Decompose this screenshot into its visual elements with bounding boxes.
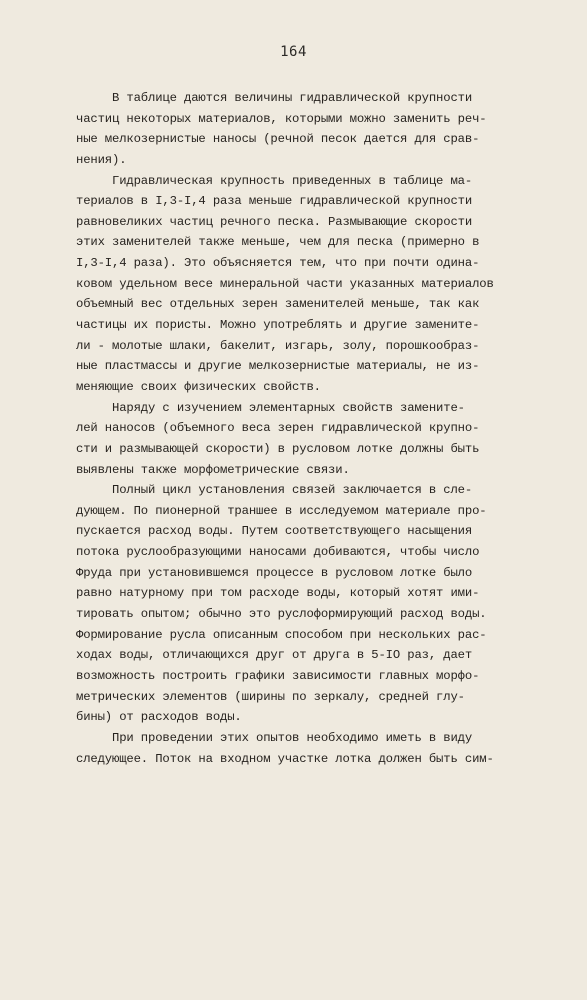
text-line: частицы их пористы. Можно употреблять и другие замените- [76, 318, 480, 333]
text-line: метрических элементов (ширины по зеркалу, средней глу- [76, 689, 465, 704]
text-line: ные пластмассы и другие мелкозернистые материалы, не из- [76, 359, 480, 374]
text-line: следующее. Поток на входном участке лотка должен быть сим- [76, 751, 494, 766]
text-line: равновеликих частиц речного песка. Размывающие скорости [76, 214, 473, 229]
text-line: объемный вес отдельных зерен заменителей меньше, так как [76, 297, 480, 312]
text-line: сти и размывающей скорости) в русловом лотке должны быть [76, 441, 480, 456]
text-line: ные мелкозернистые наносы (речной песок дается для срав- [76, 132, 480, 147]
text-line: Наряду с изучением элементарных свойств замените- [76, 400, 465, 415]
text-line: равно натурному при том расходе воды, который хотят ими- [76, 586, 480, 601]
text-line: дующем. По пионерной траншее в исследуемом материале про- [76, 503, 487, 518]
text-line: возможность построить графики зависимости главных морфо- [76, 668, 480, 683]
text-line: При проведении этих опытов необходимо иметь в виду [76, 730, 473, 745]
text-line: частиц некоторых материалов, которыми можно заменить реч- [76, 111, 487, 126]
text-line: I,3-I,4 раза). Это объясняется тем, что при почти одина- [76, 256, 480, 271]
text-line: В таблице даются величины гидравлической крупности [76, 91, 473, 105]
text-line: Гидравлическая крупность приведенных в таблице ма- [76, 173, 473, 188]
text-line: пускается расход воды. Путем соответствующего насыщения [76, 524, 473, 539]
text-line: Фруда при установившемся процессе в русловом лотке было [76, 565, 473, 580]
text-line: ходах воды, отличающихся друг от друга в 5-IO раз, дает [76, 648, 473, 663]
text-line: бины) от расходов воды. [76, 710, 242, 725]
page-body [76, 88, 548, 769]
text-line: нения). [76, 152, 127, 167]
text-line: Формирование русла описанным способом при нескольких рас- [76, 627, 487, 642]
text-line: лей наносов (объемного веса зерен гидравлической крупно- [76, 421, 480, 436]
text-line: меняющие своих физических свойств. [76, 379, 321, 394]
text-line: тировать опытом; обычно это руслоформирующий расход воды. [76, 607, 487, 622]
text-line: выявлены также морфометрические связи. [76, 462, 350, 477]
page-number: 164 [280, 44, 307, 60]
text-line: ковом удельном весе минеральной части указанных материалов [76, 276, 494, 291]
text-line: териалов в I,3-I,4 раза меньше гидравлической крупности [76, 194, 473, 209]
text-line: этих заменителей также меньше, чем для песка (примерно в [76, 235, 480, 250]
text-line: Полный цикл установления связей заключается в сле- [76, 483, 473, 498]
text-line: потока руслообразующими наносами добиваются, чтобы число [76, 545, 480, 560]
text-line: ли - молотые шлаки, бакелит, изгарь, золу, порошкообраз- [76, 338, 480, 353]
